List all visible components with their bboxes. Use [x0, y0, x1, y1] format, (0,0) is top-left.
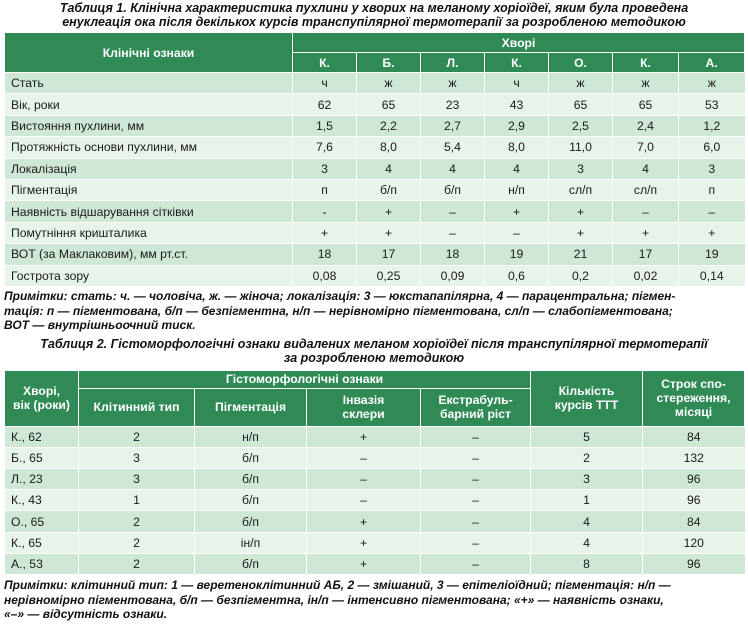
cell: – [679, 201, 745, 222]
cell: 4 [357, 158, 421, 179]
cell: 0,14 [679, 265, 745, 286]
cell: 53 [679, 94, 745, 115]
cell-extra: – [421, 490, 531, 511]
cell-pigment: б/п [195, 447, 307, 468]
cell: 0,25 [357, 265, 421, 286]
table2-caption [0, 337, 748, 365]
table2-notes [0, 578, 748, 622]
cell: 2,5 [549, 115, 613, 136]
table-row [5, 553, 745, 574]
cell: сл/п [613, 179, 679, 200]
cell-extra: – [421, 469, 531, 490]
cell: + [613, 222, 679, 243]
row-label: Локалізація [5, 158, 293, 179]
cell: ч [293, 73, 357, 94]
cell: 11,0 [549, 137, 613, 158]
table-row [5, 469, 745, 490]
cell-cell-type: 2 [79, 511, 195, 532]
row-label: ВОТ (за Маклаковим), мм рт.ст. [5, 244, 293, 265]
table1-patient-header: К. [485, 53, 549, 73]
table2-header-courses-line2: курсів ТТТ [554, 398, 619, 413]
row-label: Вистояння пухлини, мм [5, 115, 293, 136]
row-label: Протяжність основи пухлини, мм [5, 137, 293, 158]
table-row [5, 222, 745, 243]
table2-header-term-line3: місяці [674, 405, 713, 420]
cell-invasion: + [307, 426, 421, 447]
cell: – [485, 222, 549, 243]
row-label: Стать [5, 73, 293, 94]
cell-invasion: – [307, 490, 421, 511]
cell: – [613, 201, 679, 222]
table2-header-extra-line2: барний ріст [439, 407, 512, 422]
table2-note-line3: «–» — відсутність ознаки. [4, 607, 168, 622]
row-label: Гострота зору [5, 265, 293, 286]
cell-invasion: + [307, 532, 421, 553]
cell: 19 [679, 244, 745, 265]
table-row [5, 447, 745, 468]
cell: н/п [485, 179, 549, 200]
table-row [5, 137, 745, 158]
cell: 23 [421, 94, 485, 115]
cell: 65 [549, 94, 613, 115]
table1-patient-header: К. [293, 53, 357, 73]
table2-header-patient-line1: Хворі, [22, 384, 61, 399]
table-row [5, 265, 745, 286]
cell-invasion: + [307, 553, 421, 574]
cell: + [549, 201, 613, 222]
table-row [5, 94, 745, 115]
table-row [5, 511, 745, 532]
cell-courses: 3 [531, 469, 643, 490]
cell-extra: – [421, 447, 531, 468]
table2-header-group: Гістоморфологічні ознаки [79, 370, 531, 388]
cell: 0,2 [549, 265, 613, 286]
cell: 65 [613, 94, 679, 115]
cell-courses: 4 [531, 511, 643, 532]
cell-courses: 1 [531, 490, 643, 511]
table1-note-line3: ВОТ — внутрішньоочний тиск. [4, 318, 196, 333]
table2-header-term-line1: Строк спо- [661, 377, 726, 392]
table2-header-term-line2: стереження, [656, 391, 731, 406]
table2-header-extra [421, 388, 531, 426]
cell-patient: А., 53 [5, 553, 79, 574]
cell: 65 [357, 94, 421, 115]
cell: 17 [613, 244, 679, 265]
cell: 4 [421, 158, 485, 179]
table2-header-patient-line2: вік (роки) [13, 398, 70, 413]
cell-term: 96 [643, 553, 745, 574]
cell-term: 96 [643, 490, 745, 511]
cell: + [679, 222, 745, 243]
cell-extra: – [421, 426, 531, 447]
cell: – [421, 222, 485, 243]
cell-cell-type: 2 [79, 532, 195, 553]
cell: + [357, 201, 421, 222]
table1-caption-line1: Таблиця 1. Клінічна характеристика пухлини у хворих на меланому хоріоїдеї, яким була проведена [59, 1, 689, 15]
cell: 3 [549, 158, 613, 179]
table-row [5, 490, 745, 511]
table1 [4, 32, 745, 287]
cell: 1,5 [293, 115, 357, 136]
cell: ч [485, 73, 549, 94]
cell: ж [357, 73, 421, 94]
cell: 18 [293, 244, 357, 265]
cell: 6,0 [679, 137, 745, 158]
cell: 7,6 [293, 137, 357, 158]
table2-header-invasion-line1: Інвазія [342, 393, 385, 408]
table2-caption-line1: Таблиця 2. Гістоморфологічні ознаки видалених меланом хоріоїдеї після транспупілярної термотерапії [40, 336, 708, 351]
cell: 1,2 [679, 115, 745, 136]
table1-patient-header: К. [613, 53, 679, 73]
table2-header-invasion [307, 388, 421, 426]
cell-pigment: н/п [195, 426, 307, 447]
cell: + [357, 222, 421, 243]
table2-header-patient [5, 370, 79, 426]
cell-pigment: б/п [195, 553, 307, 574]
cell: 3 [679, 158, 745, 179]
table1-caption [0, 0, 748, 29]
cell: 21 [549, 244, 613, 265]
cell-cell-type: 2 [79, 553, 195, 574]
cell-term: 84 [643, 511, 745, 532]
cell: ж [421, 73, 485, 94]
cell-term: 84 [643, 426, 745, 447]
cell: – [421, 201, 485, 222]
table-row [5, 244, 745, 265]
table2-header-cell-type: Клітинний тип [79, 388, 195, 426]
cell-extra: – [421, 511, 531, 532]
cell: 3 [293, 158, 357, 179]
table2-caption-line2: за розробленою методикою [283, 350, 465, 365]
cell-patient: К., 43 [5, 490, 79, 511]
table2-header-extra-line1: Екстрабуль- [438, 393, 513, 408]
cell: 18 [421, 244, 485, 265]
cell: 7,0 [613, 137, 679, 158]
cell: п [293, 179, 357, 200]
cell: 2,7 [421, 115, 485, 136]
cell-term: 132 [643, 447, 745, 468]
table1-header-sign: Клінічні ознаки [5, 33, 293, 73]
cell-pigment: б/п [195, 490, 307, 511]
table2-header-pigment: Пігментація [195, 388, 307, 426]
cell: 0,02 [613, 265, 679, 286]
row-label: Наявність відшарування сітківки [5, 201, 293, 222]
cell-term: 96 [643, 469, 745, 490]
cell: 4 [613, 158, 679, 179]
row-label: Пігментація [5, 179, 293, 200]
row-label: Вік, роки [5, 94, 293, 115]
cell-pigment: ін/п [195, 532, 307, 553]
cell-cell-type: 1 [79, 490, 195, 511]
cell-pigment: б/п [195, 469, 307, 490]
table2-header-courses-line1: Кількість [558, 384, 615, 399]
cell: 2,9 [485, 115, 549, 136]
cell: 0,6 [485, 265, 549, 286]
table-row [5, 426, 745, 447]
cell: 8,0 [357, 137, 421, 158]
cell-courses: 4 [531, 532, 643, 553]
table1-patient-header: Л. [421, 53, 485, 73]
table1-caption-line2: енуклеація ока після декількох курсів транспупілярної термотерапії за розробленою методикою [62, 15, 686, 29]
table2-header-invasion-line2: склери [342, 407, 385, 422]
cell-extra: – [421, 532, 531, 553]
table2 [4, 370, 745, 575]
cell: + [293, 222, 357, 243]
cell: ж [679, 73, 745, 94]
cell-courses: 5 [531, 426, 643, 447]
cell: б/п [421, 179, 485, 200]
cell: 0,08 [293, 265, 357, 286]
cell-patient: К., 65 [5, 532, 79, 553]
cell: 2,2 [357, 115, 421, 136]
cell-cell-type: 3 [79, 469, 195, 490]
cell: 0,09 [421, 265, 485, 286]
table-row [5, 532, 745, 553]
cell: - [293, 201, 357, 222]
cell-courses: 2 [531, 447, 643, 468]
cell-pigment: б/п [195, 511, 307, 532]
cell-patient: О., 65 [5, 511, 79, 532]
cell: 62 [293, 94, 357, 115]
cell-cell-type: 3 [79, 447, 195, 468]
cell: п [679, 179, 745, 200]
table2-note-line2: нерівномірно пігментована, б/п — безпігментна, ін/п — інтенсивно пігментована; «+» — наявність ознаки, [4, 592, 664, 607]
cell-invasion: + [307, 511, 421, 532]
cell: сл/п [549, 179, 613, 200]
cell-patient: К., 62 [5, 426, 79, 447]
table1-note-line1: Примітки: стать: ч. — чоловіча, ж. — жіноча; локалізація: 3 — юкстапапілярна, 4 — парацентральна; пігмен- [4, 288, 676, 303]
cell: 19 [485, 244, 549, 265]
cell: 43 [485, 94, 549, 115]
table1-note-line2: тація: п — пігментована, б/п — безпігментна, н/п — нерівномірно пігментована, сл/п — слабопігментована; [4, 303, 673, 318]
table2-header-courses [531, 370, 643, 426]
cell: б/п [357, 179, 421, 200]
cell: 2,4 [613, 115, 679, 136]
cell: ж [613, 73, 679, 94]
cell-patient: Б., 65 [5, 447, 79, 468]
table-row [5, 201, 745, 222]
table1-notes [0, 289, 748, 333]
table-row [5, 73, 745, 94]
cell: ж [549, 73, 613, 94]
cell: 8,0 [485, 137, 549, 158]
table-row [5, 179, 745, 200]
cell-courses: 8 [531, 553, 643, 574]
cell: 17 [357, 244, 421, 265]
table1-header-group: Хворі [293, 33, 745, 53]
table-row [5, 115, 745, 136]
table1-patient-header: А. [679, 53, 745, 73]
table-row [5, 158, 745, 179]
table2-header-term [643, 370, 745, 426]
table2-note-line1: Примітки: клітинний тип: 1 — веретеноклітинний АБ, 2 — змішаний, 3 — епітеліоїдний; пігментація: н/п — [4, 578, 671, 592]
cell-patient: Л., 23 [5, 469, 79, 490]
table1-patient-header: Б. [357, 53, 421, 73]
cell: + [549, 222, 613, 243]
cell: 4 [485, 158, 549, 179]
cell-invasion: – [307, 447, 421, 468]
table1-patient-header: О. [549, 53, 613, 73]
cell-term: 120 [643, 532, 745, 553]
cell-cell-type: 2 [79, 426, 195, 447]
row-label: Помутніння кришталика [5, 222, 293, 243]
cell: + [485, 201, 549, 222]
cell: 5,4 [421, 137, 485, 158]
cell-invasion: – [307, 469, 421, 490]
cell-extra: – [421, 553, 531, 574]
